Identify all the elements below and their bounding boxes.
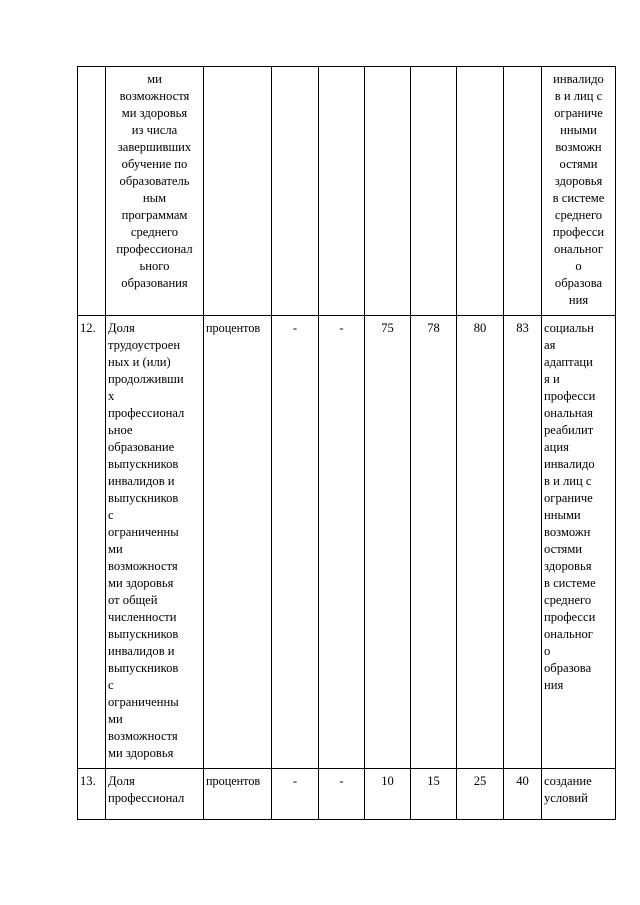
note-cell: инвалидо в и лиц с ограниче нными возможн остями здоровья в системе среднего професси ональног о образова ния (542, 67, 616, 316)
value-cell: 15 (411, 769, 457, 820)
value-cell (319, 67, 365, 316)
value-cell: 78 (411, 316, 457, 769)
indicator-name: Доля профессионал (106, 769, 204, 820)
value-cell (457, 67, 504, 316)
value-cell: 10 (365, 769, 411, 820)
indicator-name: ми возможностя ми здоровья из числа завершивших обучение по образователь ным программам среднего профессионал ьного образования (106, 67, 204, 316)
table-row (78, 316, 616, 769)
value-cell: 75 (365, 316, 411, 769)
unit-cell: процентов (204, 316, 272, 769)
indicators-table (77, 66, 616, 820)
value-cell (504, 67, 542, 316)
row-number: 12. (78, 316, 106, 769)
row-number (78, 67, 106, 316)
unit-cell: процентов (204, 769, 272, 820)
value-cell: 80 (457, 316, 504, 769)
value-cell: - (319, 769, 365, 820)
value-cell: - (319, 316, 365, 769)
table-row (78, 769, 616, 820)
value-cell: 83 (504, 316, 542, 769)
table-row (78, 67, 616, 316)
indicator-name: Доля трудоустроен ных и (или) продолживши х профессионал ьное образование выпускников инвалидов и выпускников с ограниченны ми возможностя ми здоровья от общей численности выпускников инвалидов и выпускников с ограниченны ми возможностя ми здоровья (106, 316, 204, 769)
note-cell: социальн ая адаптаци я и професси ональная реабилит ация инвалидо в и лиц с ограниче нными возможн остями здоровья в системе среднего професси ональног о образова ния (542, 316, 616, 769)
value-cell: - (272, 769, 319, 820)
value-cell: - (272, 316, 319, 769)
row-number: 13. (78, 769, 106, 820)
value-cell: 25 (457, 769, 504, 820)
unit-cell (204, 67, 272, 316)
value-cell (411, 67, 457, 316)
value-cell (365, 67, 411, 316)
value-cell (272, 67, 319, 316)
value-cell: 40 (504, 769, 542, 820)
note-cell: создание условий (542, 769, 616, 820)
